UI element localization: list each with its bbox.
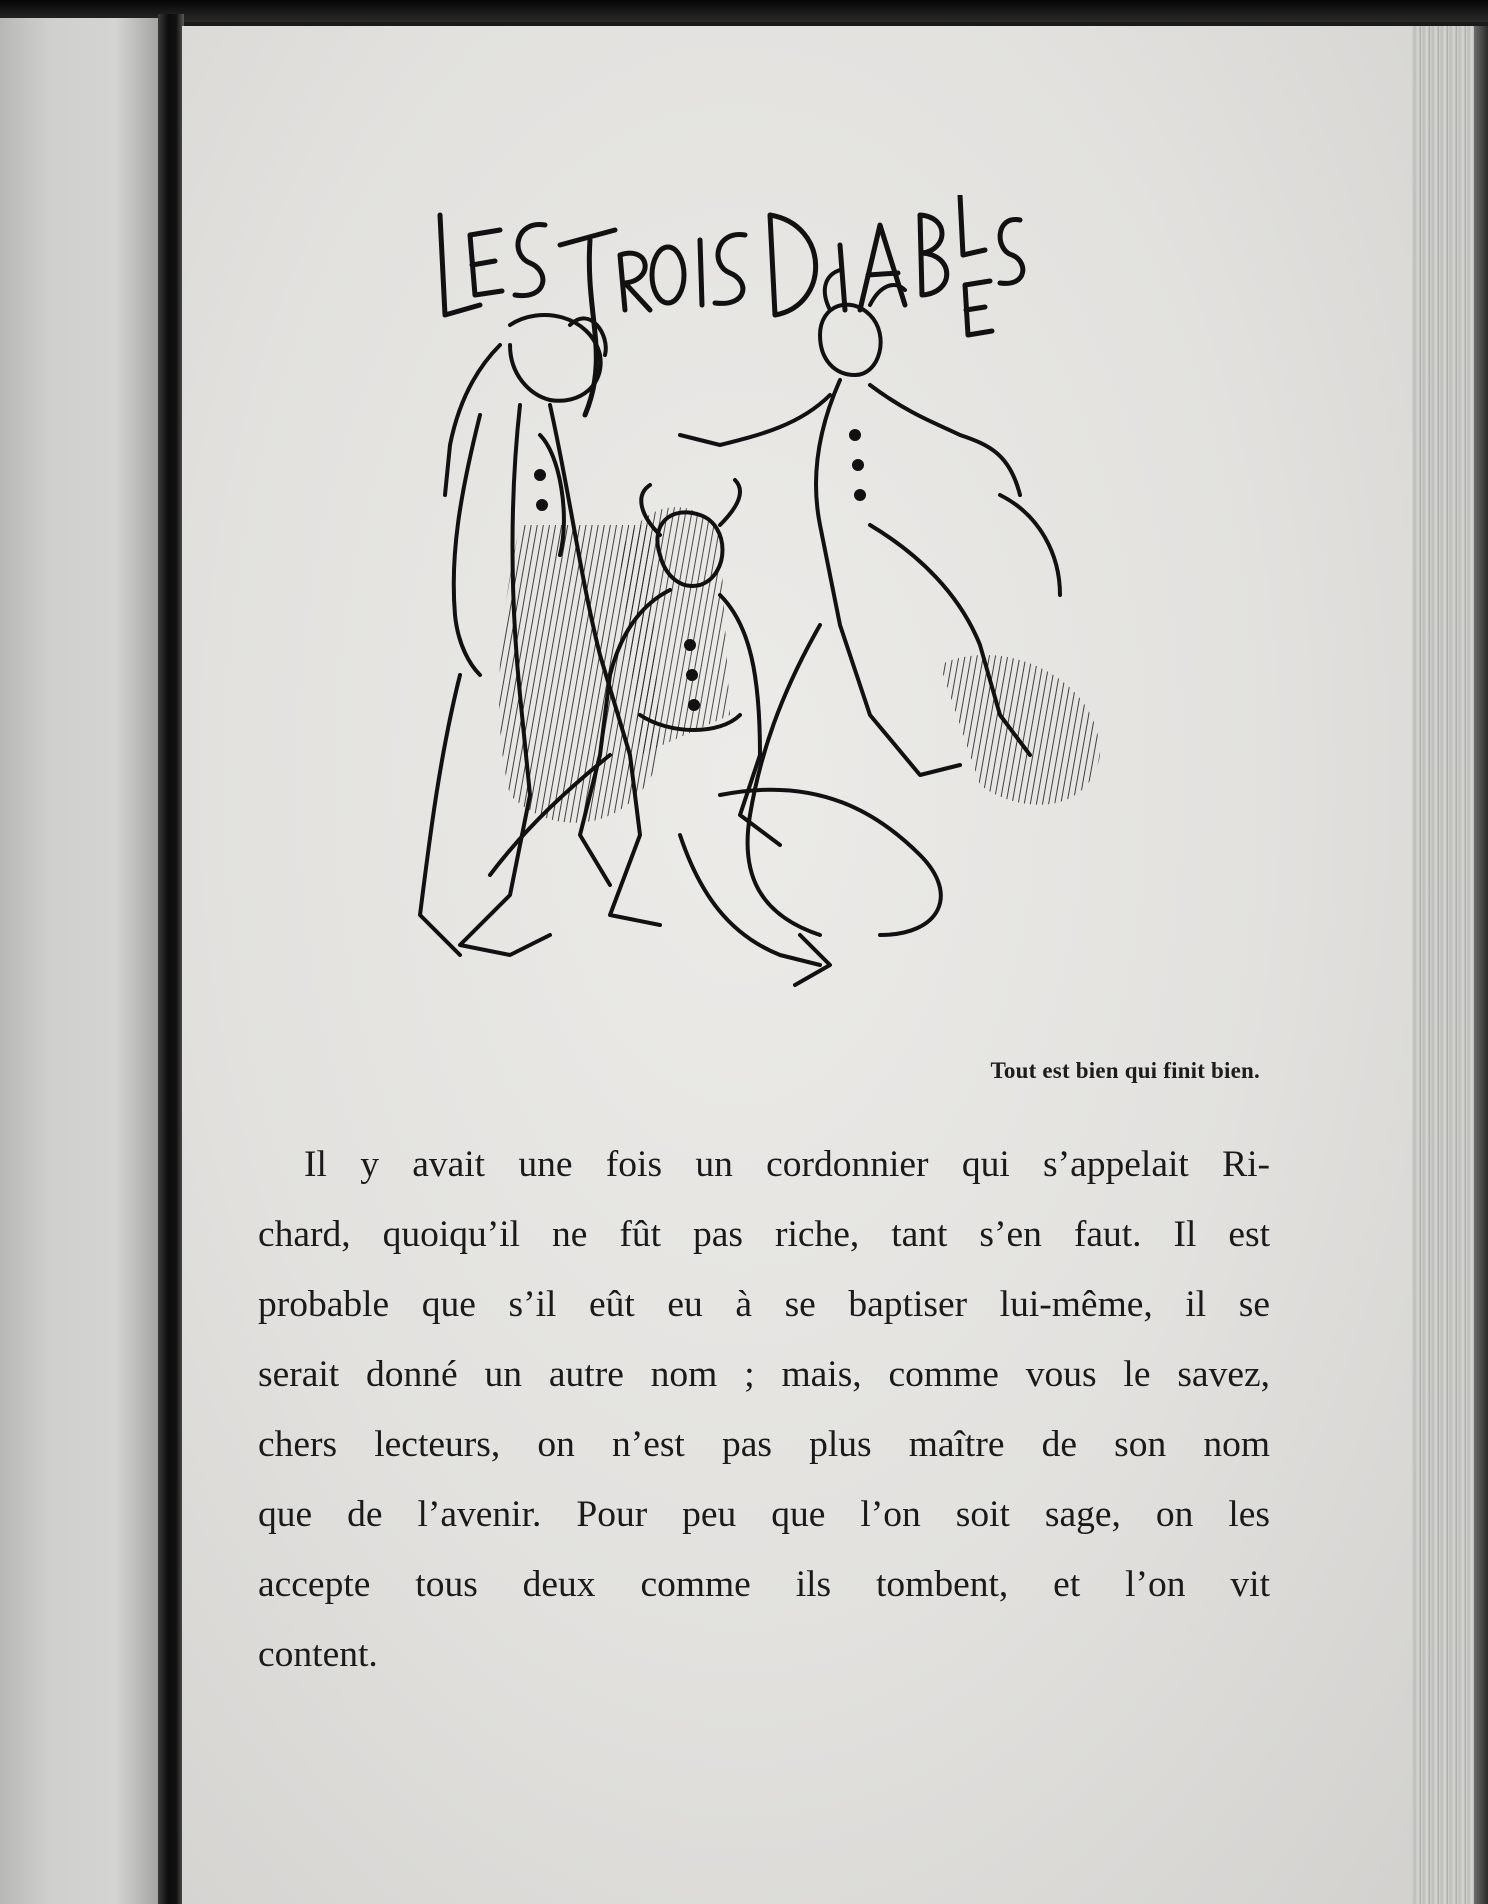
text-line: Il y avait une fois un cordonnier qui s’appelait Ri- — [304, 1144, 1270, 1185]
scan-top-edge — [0, 0, 1488, 22]
illustration-caption: Tout est bien qui finit bien. — [990, 1058, 1260, 1083]
page-stack-edge — [1412, 26, 1488, 1904]
book-gutter — [158, 14, 184, 1904]
text-line: serait donné un autre nom ; mais, comme vous le savez, — [258, 1354, 1270, 1395]
title-lettering — [440, 195, 1023, 415]
three-devils-illustration — [400, 195, 1160, 1055]
text-line: probable que s’il eût eu à se baptiser lui-même, il se — [258, 1284, 1270, 1325]
text-line: chers lecteurs, on n’est pas plus maître de son nom — [258, 1424, 1270, 1465]
text-line: accepte tous deux comme ils tombent, et l’on vit — [258, 1564, 1270, 1605]
text-line: chard, quoiqu’il ne fût pas riche, tant s’en faut. Il est — [258, 1214, 1270, 1255]
story-text — [258, 1130, 1270, 1690]
text-line: content. — [258, 1634, 378, 1675]
text-line: que de l’avenir. Pour peu que l’on soit sage, on les — [258, 1494, 1270, 1535]
previous-page-edge — [0, 18, 165, 1904]
